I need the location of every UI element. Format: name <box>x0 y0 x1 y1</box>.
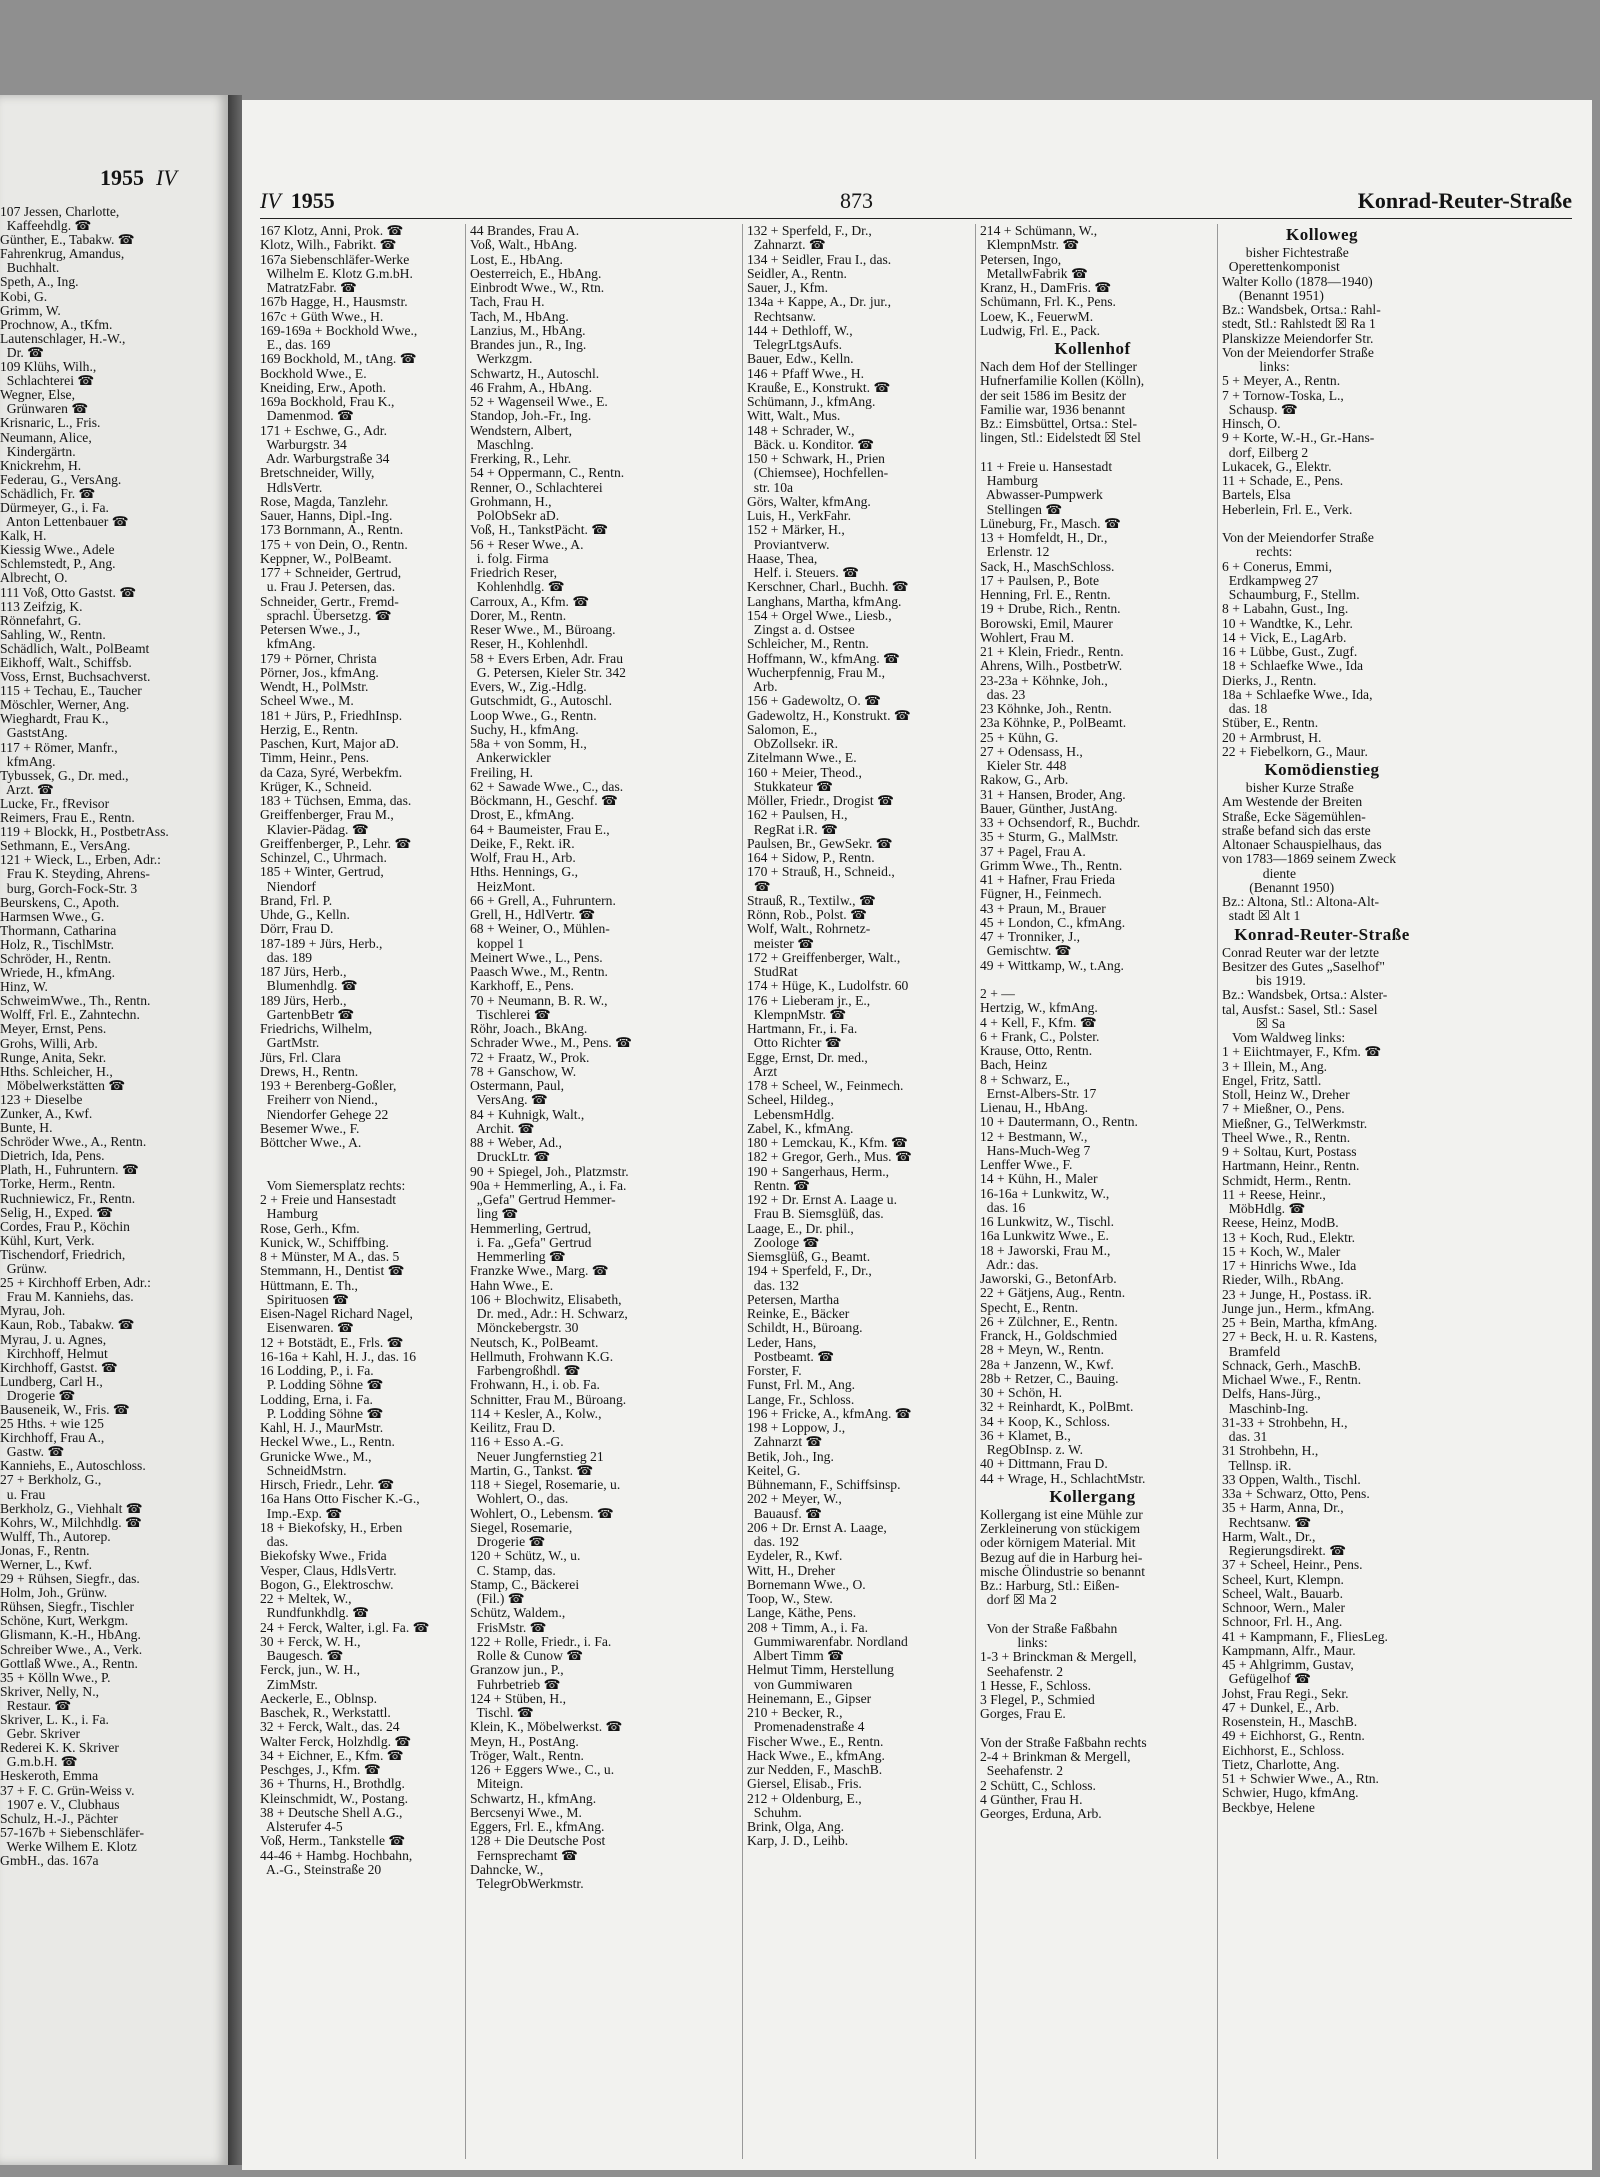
street-heading-kollergang: Kollergang <box>1049 1486 1136 1506</box>
page-volume: IV <box>260 188 281 213</box>
page-header <box>260 188 1572 219</box>
left-page-header <box>100 165 177 191</box>
right-page <box>242 100 1592 2170</box>
left-page-entries: 107 Jessen, Charlotte, Kaffeehdlg. ☎ Günther, E., Tabakw. ☎ Fahrenkrug, Amandus, Buchhalt. Speth, A., Ing. Kobi, G. Grimm, W. Prochnow, A., tKfm. Lautenschlager, H.-W., Dr. ☎ 109 Klühs, Wilh., Schlachterei ☎ Wegner, Else, Grünwaren ☎ Krisnaric, L., Fris. Neumann, Alice, Kindergärtn. Knickrehm, H. Federau, G., VersAng. Schädlich, Fr. ☎ Dürmeyer, G., i. Fa. Anton Lettenbauer ☎ Kalk, H. Kiessig Wwe., Adele Schlemstedt, P., Ang. Albrecht, O. 111 Voß, Otto Gastst. ☎ 113 Zeifzig, K. Rönnefahrt, G. Sahling, W., Rentn. Schädlich, Walt., PolBeamt Eikhoff, Walt., Schiffsb. Voss, Ernst, Buchsachverst. 115 + Techau, E., Taucher Möschler, Werner, Ang. Wieghardt, Frau K., GaststAng. 117 + Römer, Manfr., kfmAng. Tybussek, G., Dr. med., Arzt. ☎ Lucke, Fr., fRevisor Reimers, Frau E., Rentn. 119 + Blockk, H., PostbetrAss. Sethmann, E., VersAng. 121 + Wieck, L., Erben, Adr.: Frau K. Steyding, Ahrens- burg, Gorch-Fock-Str. 3 Beurskens, C., Apoth. Harmsen Wwe., G. Thormann, Catharina Holz, R., TischlMstr. Schröder, H., Rentn. Wriede, H., kfmAng. Hinz, W. SchweimWwe., Th., Rentn. Wolff, Frl. E., Zahntechn. Meyer, Ernst, Pens. Grohs, Willi, Arb. Runge, Anita, Sekr. Hths. Schleicher, H., Möbelwerkstätten ☎ 123 + Dieselbe Zunker, A., Kwf. Bunte, H. Schröder Wwe., A., Rentn. Dietrich, Ida, Pens. Plath, H., Fuhruntern. ☎ Torke, Herm., Rentn. Ruchniewicz, Fr., Rentn. Selig, H., Exped. ☎ Cordes, Frau P., Köchin Kühl, Kurt, Verk. Tischendorf, Friedrich, Grünw. 25 + Kirchhoff Erben, Adr.: Frau M. Kanniehs, das. Myrau, Joh. Kaun, Rob., Tabakw. ☎ Myrau, J. u. Agnes, Kirchhoff, Helmut Kirchhoff, Gastst. ☎ Lundberg, Carl H., Drogerie ☎ Bauseneik, W., Fris. ☎ 25 Hths. + wie 125 Kirchhoff, Frau A., Gastw. ☎ Kanniehs, E., Autoschloss. 27 + Berkholz, G., u. Frau Berkholz, G., Viehhalt ☎ Kohrs, W., Milchhdlg. ☎ Wulff, Th., Autorep. Jonas, F., Rentn. Werner, L., Kwf. 29 + Rühsen, Siegfr., das. Holm, Joh., Grünw. Rühsen, Siegfr., Tischler Schöne, Kurt, Werkgm. Glismann, K.-H., HbAng. Schreiber Wwe., A., Verk. Gottlaß Wwe., A., Rentn. 35 + Kölln Wwe., P. Skriver, Nelly, N., Restaur. ☎ Skriver, L. K., i. Fa. Gebr. Skriver Rederei K. K. Skriver G.m.b.H. ☎ Heskeroth, Emma 37 + F. C. Grün-Weiss v. 1907 e. V., Clubhaus Schulz, H.-J., Pächter 57-167b + Siebenschläfer- Werke Wilhem E. Klotz GmbH., das. 167a <box>0 205 169 1868</box>
column-1: 167 Klotz, Anni, Prok. ☎ Klotz, Wilh., Fabrikt. ☎ 167a Siebenschläfer-Werke Wilhelm E. Klotz G.m.bH. MatratzFabr. ☎ 167b Hagge, H., Hausmstr. 167c + Güth Wwe., H. 169-169a + Bockhold Wwe., E., das. 169 169 Bockhold, M., tAng. ☎ Bockhold Wwe., E. Kneiding, Erw., Apoth. 169a Bockhold, Frau K., Damenmod. ☎ 171 + Eschwe, G., Adr. Warburgstr. 34 Adr. Warburgstraße 34 Bretschneider, Willy, HdlsVertr. Rose, Magda, Tanzlehr. Sauer, Hanns, Dipl.-Ing. 173 Bornmann, A., Rentn. 175 + von Dein, O., Rentn. Keppner, W., PolBeamt. 177 + Schneider, Gertrud, u. Frau J. Petersen, das. Schneider, Gertr., Fremd- sprachl. Übersetzg. ☎ Petersen Wwe., J., kfmAng. 179 + Pörner, Christa Pörner, Jos., kfmAng. Wendt, H., PolMstr. Scheel Wwe., M. 181 + Jürs, P., FriedhInsp. Herzig, E., Rentn. Paschen, Kurt, Major aD. Timm, Heinr., Pens. da Caza, Syré, Werbekfm. Krüger, K., Schneid. 183 + Tüchsen, Emma, das. Greiffenberger, Frau M., Klavier-Pädag. ☎ Greiffenberger, P., Lehr. ☎ Schinzel, C., Uhrmach. 185 + Winter, Gertrud, Niendorf Brand, Frl. P. Uhde, G., Kelln. Dörr, Frau D. 187-189 + Jürs, Herb., das. 189 187 Jürs, Herb., Blumenhdlg. ☎ 189 Jürs, Herb., GartenbBetr ☎ Friedrichs, Wilhelm, GartMstr. Jürs, Frl. Clara Drews, H., Rentn. 193 + Berenberg-Goßler, Freiherr von Niend., Niendorfer Gehege 22 Besemer Wwe., F. Böttcher Wwe., A. Vom Siemersplatz rechts: 2 + Freie und Hansestadt Hamburg Rose, Gerh., Kfm. Kunick, W., Schiffbing. 8 + Münster, M A., das. 5 Stemmann, H., Dentist ☎ Hüttmann, E. Th., Spirituosen ☎ Eisen-Nagel Richard Nagel, Eisenwaren. ☎ 12 + Botstädt, E., Frls. ☎ 16-16a + Kahl, H. J., das. 16 16 Lodding, P., i. Fa. P. Lodding Söhne ☎ Lodding, Erna, i. Fa. P. Lodding Söhne ☎ Kahl, H. J., MaurMstr. Heckel Wwe., L., Rentn. Grunicke Wwe., M., SchneidMstrn. Hirsch, Friedr., Lehr. ☎ 16a Hans Otto Fischer K.-G., Imp.-Exp. ☎ 18 + Biekofsky, H., Erben das. Biekofsky Wwe., Frida Vesper, Claus, HdlsVertr. Bogon, G., Elektroschw. 22 + Meltek, W., Rundfunkhdlg. ☎ 24 + Ferck, Walter, i.gl. Fa. ☎ 30 + Ferck, W. H., Baugesch. ☎ Ferck, jun., W. H., ZimMstr. Aeckerle, E., Oblnsp. Baschek, R., Werkstattl. 32 + Ferck, Walt., das. 24 Walter Ferck, Holzhdlg. ☎ 34 + Eichner, E., Kfm. ☎ Peschges, J., Kfm. ☎ 36 + Thurns, H., Brothdlg. Kleinschmidt, W., Postang. 38 + Deutsche Shell A.G., Alsterufer 4-5 Voß, Herm., Tankstelle ☎ 44-46 + Hambg. Hochbahn, A.-G., Steinstraße 20 <box>260 224 430 1877</box>
street-heading-kolloweg: Kolloweg <box>1286 225 1358 244</box>
konrad-reuter-strasse-entries: Conrad Reuter war der letzte Besitzer des Gutes „Saselhof" bis 1919. Bz.: Wandsbek, Ortsa.: Alster- tal, Ausfst.: Sasel, Stl.: Sasel ☒ Sa Vom Waldweg links: 1 + Eiichtmayer, F., Kfm. ☎ 3 + Illein, M., Ang. Engel, Fritz, Sattl. Stoll, Heinz W., Dreher 7 + Mießner, O., Pens. Mießner, G., TelWerkmstr. Theel Wwe., R., Rentn. 9 + Soltau, Kurt, Postass Hartmann, Heinr., Rentn. Schmidt, Herm., Rentn. 11 + Reese, Heinr., MöbHdlg. ☎ Reese, Heinz, ModB. 13 + Koch, Rud., Elektr. 15 + Koch, W., Maler 17 + Hinrichs Wwe., Ida Rieder, Wilh., RbAng. 23 + Junge, H., Postass. iR. Junge jun., Herm., kfmAng. 25 + Bein, Martha, kfmAng. 27 + Beck, H. u. R. Kastens, Bramfeld Schnack, Gerh., MaschB. Michael Wwe., F., Rentn. Delfs, Hans-Jürg., Maschinb-Ing. 31-33 + Strohbehn, H., das. 31 31 Strohbehn, H., Tellnsp. iR. 33 Oppen, Walth., Tischl. 33a + Schwarz, Otto, Pens. 35 + Harm, Anna, Dr., Rechtsanw. ☎ Harm, Walt., Dr., Regierungsdirekt. ☎ 37 + Scheel, Heinr., Pens. Scheel, Kurt, Klempn. Scheel, Walt., Bauarb. Schnoor, Wern., Maler Schnoor, Frl. H., Ang. 41 + Kampmann, F., FliesLeg. Kampmann, Alfr., Maur. 45 + Ahlgrimm, Gustav, Gefügelhof ☎ Johst, Frau Regi., Sekr. 47 + Dunkel, E., Arb. Rosenstein, H., MaschB. 49 + Eichhorst, G., Rentn. Eichhorst, E., Schloss. Tietz, Charlotte, Ang. 51 + Schwier Wwe., A., Rtn. Schwier, Hugo, kfmAng. Beckbye, Helene <box>1222 944 1388 1815</box>
page-number: 873 <box>840 188 873 213</box>
kollergang-entries: Kollergang ist eine Mühle zur Zerkleinerung von stückigem oder körnigem Material. Mit Bezug auf die in Harburg hei- mische Ölindustrie so benannt Bz.: Harburg, Stl.: Eißen- dorf ☒ Ma 2 Von der Straße Faßbahn links: 1-3 + Brinckman & Mergell, Seehafenstr. 2 1 Hesse, F., Schloss. 3 Flegel, P., Schmied Gorges, Frau E. Von der Straße Faßbahn rechts 2-4 + Brinkman & Mergell, Seehafenstr. 2 2 Schütt, C., Schloss. 4 Günther, Frau H. Georges, Erduna, Arb. <box>980 1506 1147 1821</box>
kolloweg-entries: bisher Fichtestraße Operettenkomponist Walter Kollo (1878—1940) (Benannt 1951) Bz.: Wandsbek, Ortsa.: Rahl- stedt, Stl.: Rahlstedt ☒ Ra 1 Planskizze Meiendorfer Str. Von der Meiendorfer Straße links: 5 + Meyer, A., Rentn. 7 + Tornow-Toska, L., Schausp. ☎ Hinsch, O. 9 + Korte, W.-H., Gr.-Hans- dorf, Eilberg 2 Lukacek, G., Elektr. 11 + Schade, E., Pens. Bartels, Elsa Heberlein, Frl. E., Verk. Von der Meiendorfer Straße rechts: 6 + Conerus, Emmi, Erdkampweg 27 Schaumburg, F., Stellm. 8 + Labahn, Gust., Ing. 10 + Wandtke, K., Lehr. 14 + Vick, E., LagArb. 16 + Lübbe, Gust., Zugf. 18 + Schlaefke Wwe., Ida Dierks, J., Rentn. 18a + Schlaefke Wwe., Ida, das. 18 Stüber, E., Rentn. 20 + Armbrust, H. 22 + Fiebelkorn, G., Maur. <box>1222 245 1381 759</box>
left-page-volume: IV <box>156 165 177 190</box>
street-heading-kollenhof: Kollenhof <box>1054 339 1131 358</box>
book-gutter <box>228 95 242 2165</box>
page-year: 1955 <box>290 188 335 213</box>
komoedienstieg-entries: bisher Kurze Straße Am Westende der Breiten Straße, Ecke Sägemühlen- straße befand sich das erste Altonaer Schauspielhaus, das von 1783—1869 seinem Zweck diente (Benannt 1950) Bz.: Altona, Stl.: Altona-Alt- stadt ☒ Alt 1 <box>1222 780 1397 924</box>
left-page <box>0 95 228 2165</box>
street-heading-konrad-reuter-strasse: Konrad-Reuter-Straße <box>1234 924 1410 944</box>
street-heading-komoedienstieg: Komödienstieg <box>1264 760 1380 779</box>
column-4 <box>975 224 1205 2159</box>
column-2: 44 Brandes, Frau A. Voß, Walt., HbAng. Lost, E., HbAng. Oesterreich, E., HbAng. Einbrodt Wwe., W., Rtn. Tach, Frau H. Tach, M., HbAng. Lanzius, M., HbAng. Brandes jun., R., Ing. Werkzgm. Schwartz, H., Autoschl. 46 Frahm, A., HbAng. 52 + Wagenseil Wwe., E. Standop, Joh.-Fr., Ing. Wendstern, Albert, Maschlng. Frerking, R., Lehr. 54 + Oppermann, C., Rentn. Renner, O., Schlachterei Grohmann, H., PolObSekr aD. Voß, H., TankstPächt. ☎ 56 + Reser Wwe., A. i. folg. Firma Friedrich Reser, Kohlenhdlg. ☎ Carroux, A., Kfm. ☎ Dorer, M., Rentn. Reser Wwe., M., Büroang. Reser, H., Kohlenhdl. 58 + Evers Erben, Adr. Frau G. Petersen, Kieler Str. 342 Evers, W., Zig.-Hdlg. Gutschmidt, G., Autoschl. Loop Wwe., G., Rentn. Suchy, H., kfmAng. 58a + von Somm, H., Ankerwickler Freiling, H. 62 + Sawade Wwe., C., das. Böckmann, H., Geschf. ☎ Drost, E., kfmAng. 64 + Baumeister, Frau E., Deike, F., Rekt. iR. Wolf, Frau H., Arb. Hths. Hennings, G., HeizMont. 66 + Grell, A., Fuhruntern. Grell, H., HdlVertr. ☎ 68 + Weiner, O., Mühlen- koppel 1 Meinert Wwe., L., Pens. Paasch Wwe., M., Rentn. Karkhoff, E., Pens. 70 + Neumann, B. R. W., Tischlerei ☎ Röhr, Joach., BkAng. Schrader Wwe., M., Pens. ☎ 72 + Fraatz, W., Prok. 78 + Ganschow, W. Ostermann, Paul, VersAng. ☎ 84 + Kuhnigk, Walt., Archit. ☎ 88 + Weber, Ad., DruckLtr. ☎ 90 + Spiegel, Joh., Platzmstr. 90a + Hemmerling, A., i. Fa. „Gefa" Gertrud Hemmer- ling ☎ Hemmerling, Gertrud, i. Fa. „Gefa" Gertrud Hemmerling ☎ Franzke Wwe., Marg. ☎ Hahn Wwe., E. 106 + Blochwitz, Elisabeth, Dr. med., Adr.: H. Schwarz, Mönckebergstr. 30 Neutsch, K., PolBeamt. Hellmuth, Frohwann K.G. Farbengroßhdl. ☎ Frohwann, H., i. ob. Fa. Schnitter, Frau M., Büroang. 114 + Kesler, A., Kolw., Keilitz, Frau D. 116 + Esso A.-G. Neuer Jungfernstieg 21 Martin, G., Tankst. ☎ 118 + Siegel, Rosemarie, u. Wohlert, O., das. Wohlert, O., Lebensm. ☎ Siegel, Rosemarie, Drogerie ☎ 120 + Schütz, W., u. C. Stamp, das. Stamp, C., Bäckerei (Fil.) ☎ Schütz, Waldem., FrisMstr. ☎ 122 + Rolle, Friedr., i. Fa. Rolle & Cunow ☎ Granzow jun., P., Fuhrbetrieb ☎ 124 + Stüben, H., Tischl. ☎ Klein, K., Möbelwerkst. ☎ Meyn, H., PostAng. Tröger, Walt., Rentn. 126 + Eggers Wwe., C., u. Miteign. Schwartz, H., kfmAng. Bercsenyi Wwe., M. Eggers, Frl. E., kfmAng. 128 + Die Deutsche Post Fernsprechamt ☎ Dahncke, W., TelegrObWerkmstr. <box>465 224 680 2159</box>
kollenhof-entries: Nach dem Hof der Stellinger Hufnerfamilie Kollen (Kölln), der seit 1586 im Besitz der Familie war, 1936 benannt Bz.: Eimsbüttel, Ortsa.: Stel- lingen, Stl.: Eidelstedt ☒ Stel 11 + Freie u. Hansestadt Hamburg Abwasser-Pumpwerk Stellingen ☎ Lüneburg, Fr., Masch. ☎ 13 + Homfeldt, H., Dr., Erlenstr. 12 Sack, H., MaschSchloss. 17 + Paulsen, P., Bote Henning, Frl. E., Rentn. 19 + Drube, Rich., Rentn. Borowski, Emil, Maurer Wohlert, Frau M. 21 + Klein, Friedr., Rentn. Ahrens, Wilh., PostbetrW. 23-23a + Köhnke, Joh., das. 23 23 Köhnke, Joh., Rentn. 23a Köhnke, P., PolBeamt. 25 + Kühn, G. 27 + Odensass, H., Kieler Str. 448 Rakow, G., Arb. 31 + Hansen, Broder, Ang. Bauer, Günther, JustAng. 33 + Ochsendorf, R., Buchdr. 35 + Sturm, G., MalMstr. 37 + Pagel, Frau A. Grimm Wwe., Th., Rentn. 41 + Hafner, Frau Frieda Fügner, H., Feinmech. 43 + Praun, M., Brauer 45 + London, C., kfmAng. 47 + Tronniker, J., Gemischtw. ☎ 49 + Wittkamp, W., t.Ang. 2 + — Hertzig, W., kfmAng. 4 + Kell, F., Kfm. ☎ 6 + Frank, C., Polster. Krause, Otto, Rentn. Bach, Heinz 8 + Schwarz, E., Ernst-Albers-Str. 17 Lienau, H., HbAng. 10 + Dautermann, O., Rentn. 12 + Bestmann, W., Hans-Much-Weg 7 Lenffer Wwe., F. 14 + Kühn, H., Maler 16-16a + Lunkwitz, W., das. 16 16 Lunkwitz, W., Tischl. 16a Lunkwitz Wwe., E. 18 + Jaworski, Frau M., Adr.: das. Jaworski, G., BetonfArb. 22 + Gätjens, Aug., Rentn. Specht, E., Rentn. 26 + Zülchner, E., Rentn. Franck, H., Goldschmied 28 + Meyn, W., Rentn. 28a + Janzenn, W., Kwf. 28b + Retzer, C., Bauing. 30 + Schön, H. 32 + Reinhardt, K., PolBmt. 34 + Koop, K., Schloss. 36 + Klamet, B., RegObInsp. z. W. 40 + Dittmann, Frau D. 44 + Wrage, H., SchlachtMstr. <box>980 359 1146 1486</box>
page-header-left <box>260 188 335 214</box>
column-5 <box>1217 224 1422 2159</box>
column-3: 132 + Sperfeld, F., Dr., Zahnarzt. ☎ 134 + Seidler, Frau I., das. Seidler, A., Rentn. Sauer, J., Kfm. 134a + Kappe, A., Dr. jur., Rechtsanw. 144 + Dethloff, W., TelegrLtgsAufs. Bauer, Edw., Kelln. 146 + Pfaff Wwe., H. Krauße, E., Konstrukt. ☎ Schümann, J., kfmAng. Witt, Walt., Mus. 148 + Schrader, W., Bäck. u. Konditor. ☎ 150 + Schwark, H., Prien (Chiemsee), Hochfellen- str. 10a Görs, Walter, kfmAng. Luis, H., VerkFahr. 152 + Märker, H., Proviantverw. Haase, Thea, Helf. i. Steuers. ☎ Kerschner, Charl., Buchh. ☎ Langhans, Martha, kfmAng. 154 + Orgel Wwe., Liesb., Zingst a. d. Ostsee Schleicher, M., Rentn. Hoffmann, W., kfmAng. ☎ Wucherpfennig, Frau M., Arb. 156 + Gadewoltz, O. ☎ Gadewoltz, H., Konstrukt. ☎ Salomon, E., ObZollsekr. iR. Zitelmann Wwe., E. 160 + Meier, Theod., Stukkateur ☎ Möller, Friedr., Drogist ☎ 162 + Paulsen, H., RegRat i.R. ☎ Paulsen, Br., GewSekr. ☎ 164 + Sidow, P., Rentn. 170 + Strauß, H., Schneid., ☎ Strauß, R., Textilw., ☎ Rönn, Rob., Polst. ☎ Wolf, Walt., Rohrnetz- meister ☎ 172 + Greiffenberger, Walt., StudRat 174 + Hüge, K., Ludolfstr. 60 176 + Lieberam jr., E., KlempnMstr. ☎ Hartmann, Fr., i. Fa. Otto Richter ☎ Egge, Ernst, Dr. med., Arzt 178 + Scheel, W., Feinmech. Scheel, Hildeg., LebensmHdlg. Zabel, K., kfmAng. 180 + Lemckau, K., Kfm. ☎ 182 + Gregor, Gerh., Mus. ☎ 190 + Sangerhaus, Herm., Rentn. ☎ 192 + Dr. Ernst A. Laage u. Frau B. Siemsglüß, das. Laage, E., Dr. phil., Zoologe ☎ Siemsglüß, G., Beamt. 194 + Sperfeld, F., Dr., das. 132 Petersen, Martha Reinke, E., Bäcker Schildt, H., Büroang. Leder, Hans, Postbeamt. ☎ Forster, F. Funst, Frl. M., Ang. Lange, Fr., Schloss. 196 + Fricke, A., kfmAng. ☎ 198 + Loppow, J., Zahnarzt ☎ Betik, Joh., Ing. Keitel, G. Bühnemann, F., Schiffsinsp. 202 + Meyer, W., Bauausf. ☎ 206 + Dr. Ernst A. Laage, das. 192 Eydeler, R., Kwf. Witt, H., Dreher Bornemann Wwe., O. Toop, W., Stew. Lange, Käthe, Pens. 208 + Timm, A., i. Fa. Gummiwarenfabr. Nordland Albert Timm ☎ Helmut Timm, Herstellung von Gummiwaren Heinemann, E., Gipser 210 + Becker, R., Promenadenstraße 4 Fischer Wwe., E., Rentn. Hack Wwe., E., kfmAng. zur Nedden, F., MaschB. Giersel, Elisab., Fris. 212 + Oldenburg, E., Schuhm. Brink, Olga, Ang. Karp, J. D., Leihb. <box>742 224 972 2159</box>
running-head: Konrad-Reuter-Straße <box>1357 188 1572 213</box>
left-page-year: 1955 <box>100 165 144 190</box>
column-4-top-entries: 214 + Schümann, W., KlempnMstr. ☎ Petersen, Ingo, MetallwFabrik ☎ Kranz, H., DamFris. ☎ Schümann, Frl. K., Pens. Loew, K., FeuerwM. Ludwig, Frl. E., Pack. <box>980 224 1116 338</box>
